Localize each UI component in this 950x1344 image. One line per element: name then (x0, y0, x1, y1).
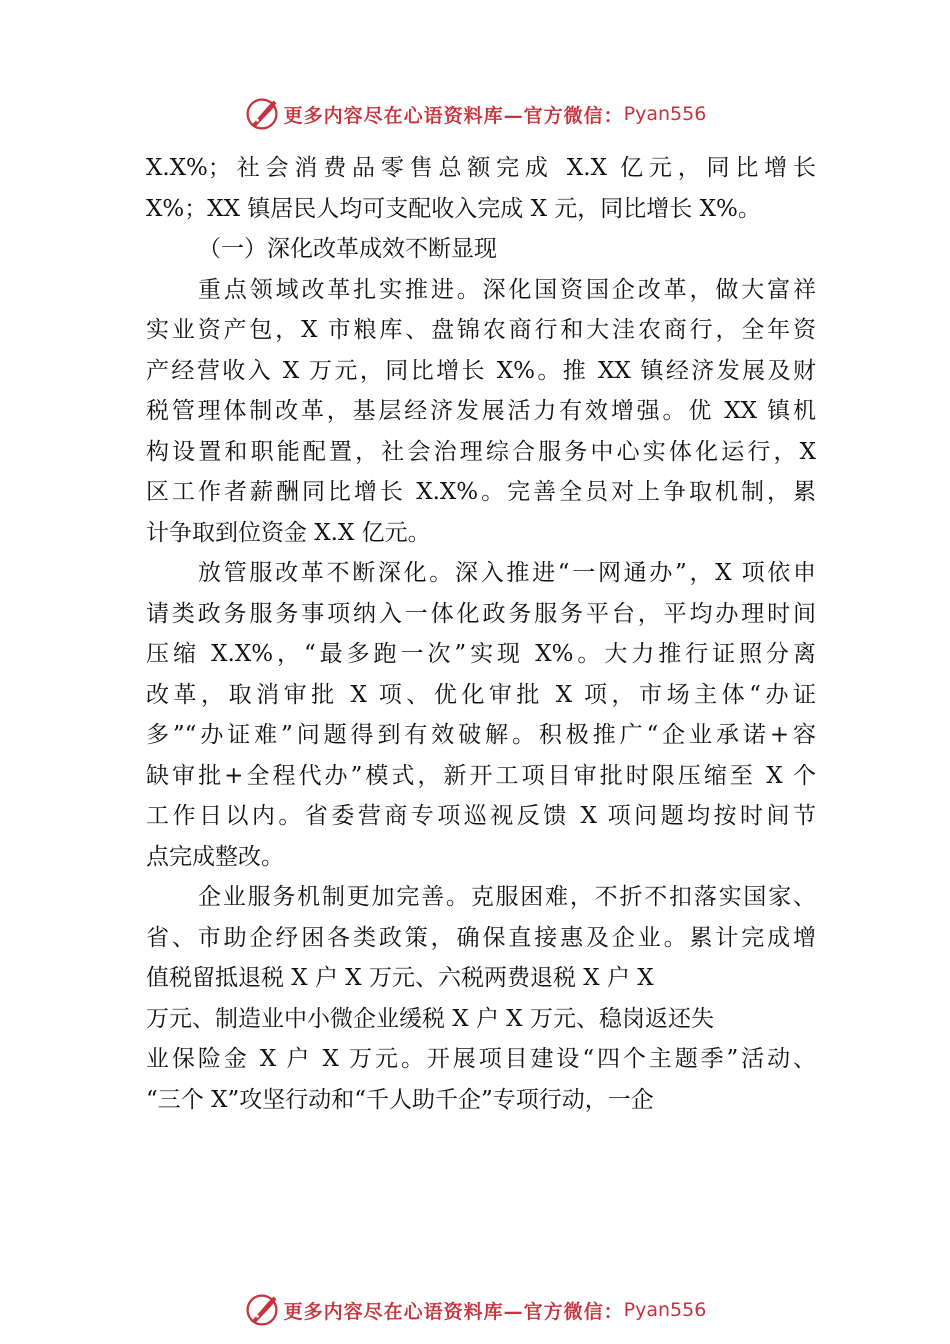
watermark-contact: Pyan556 (623, 1299, 707, 1321)
footer-watermark (0, 1290, 950, 1330)
text-line: 省、市助企纾困各类政策，确保直接惠及企业。累计完成增 (146, 924, 816, 951)
header-watermark (0, 94, 950, 134)
text-line: 区工作者薪酬同比增长 X.X%。完善全员对上争取机制，累 (146, 479, 816, 505)
text-line: 改革，取消审批 X 项、优化审批 X 项，市场主体“办证 (146, 681, 816, 708)
text-line: 多”“办证难”问题得到有效破解。积极推广“企业承诺+容 (146, 722, 816, 748)
text-line: 点完成整改。 (146, 843, 284, 870)
document-body (146, 148, 816, 1120)
text-line: 放管服改革不断深化。深入推进“一网通办”，X 项依申 (198, 560, 816, 586)
text-line: 压缩 X.X%，“最多跑一次”实现 X%。大力推行证照分离 (146, 641, 816, 667)
text-line: 计争取到位资金 X.X 亿元。 (146, 519, 431, 546)
text-line: 构设置和职能配置，社会治理综合服务中心实体化运行，X (146, 438, 816, 465)
text-line: 业保险金 X 户 X 万元。开展项目建设“四个主题季”活动、 (146, 1046, 816, 1072)
text-line: 税管理体制改革，基层经济发展活力有效增强。优 XX 镇机 (146, 398, 816, 424)
text-line: 值税留抵退税 X 户 X 万元、六税两费退税 X 户 X (146, 965, 654, 991)
text-line: 万元、制造业中小微企业缓税 X 户 X 万元、稳岗返还失 (146, 1005, 714, 1032)
text-line: 实业资产包，X 市粮库、盘锦农商行和大洼农商行，全年资 (146, 317, 816, 343)
fountain-pen-logo-icon (244, 1292, 280, 1328)
watermark-contact: Pyan556 (623, 103, 707, 125)
watermark-text: 更多内容尽在心语资料库—官方微信： (283, 1300, 624, 1323)
fountain-pen-logo-icon (244, 96, 280, 132)
text-line: 产经营收入 X 万元，同比增长 X%。推 XX 镇经济发展及财 (146, 357, 816, 384)
text-line: “三个 X”攻坚行动和“千人助千企”专项行动，一企 (146, 1086, 654, 1113)
text-line: X.X%；社会消费品零售总额完成 X.X 亿元，同比增长 (146, 155, 816, 181)
text-line: X%；XX 镇居民人均可支配收入完成 X 元，同比增长 X%。 (146, 195, 761, 222)
text-line: 缺审批+全程代办”模式，新开工项目审批时限压缩至 X 个 (146, 762, 816, 789)
text-line: 重点领域改革扎实推进。深化国资国企改革，做大富祥 (198, 276, 816, 303)
text-line: 工作日以内。省委营商专项巡视反馈 X 项问题均按时间节 (146, 803, 816, 829)
section-heading: （一）深化改革成效不断显现 (198, 236, 497, 262)
watermark-text: 更多内容尽在心语资料库—官方微信： (283, 104, 624, 127)
text-line: 请类政务服务事项纳入一体化政务服务平台，平均办理时间 (146, 600, 816, 627)
text-line: 企业服务机制更加完善。克服困难，不折不扣落实国家、 (198, 884, 816, 910)
